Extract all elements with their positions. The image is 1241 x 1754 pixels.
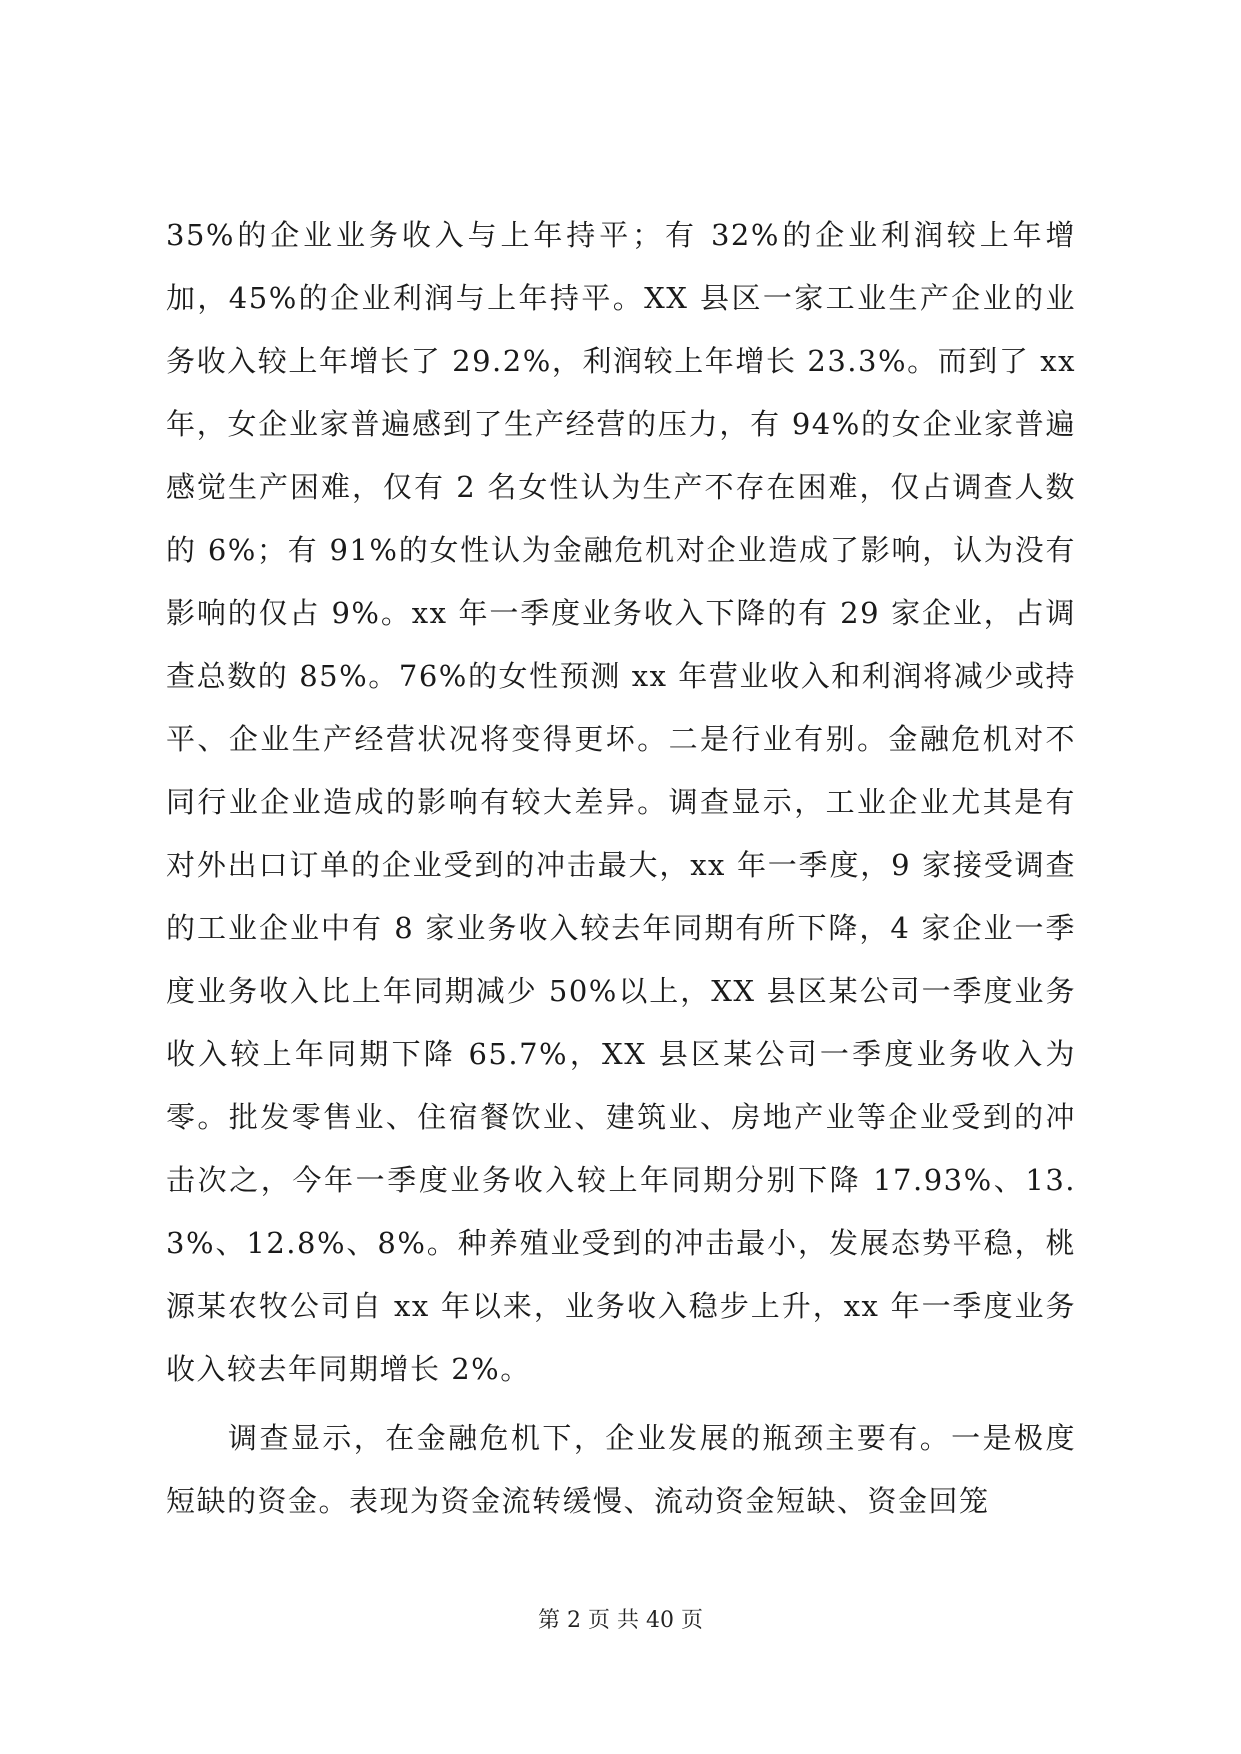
document-body: [166, 204, 1076, 1533]
page-number-footer: 第 2 页 共 40 页: [538, 1608, 703, 1633]
paragraph-2: 调查显示，在金融危机下，企业发展的瓶颈主要有。一是极度短缺的资金。表现为资金流转缓慢、流动资金短缺、资金回笼: [166, 1421, 1076, 1518]
paragraph-1: 35%的企业业务收入与上年持平；有 32%的企业利润较上年增加，45%的企业利润与上年持平。XX 县区一家工业生产企业的业务收入较上年增长了 29.2%，利润较上年增长 23.3%。而到了 xx 年，女企业家普遍感到了生产经营的压力，有 94%的女企业家普遍感觉生产困难，仅有 2 名女性认为生产不存在困难，仅占调查人数的 6%；有 91%的女性认为金融危机对企业造成了影响，认为没有影响的仅占 9%。xx 年一季度业务收入下降的有 29 家企业，占调查总数的 85%。76%的女性预测 xx 年营业收入和利润将减少或持平、企业生产经营状况将变得更坏。二是行业有别。金融危机对不同行业企业造成的影响有较大差异。调查显示，工业企业尤其是有对外出口订单的企业受到的冲击最大，xx 年一季度，9 家接受调查的工业企业中有 8 家业务收入较去年同期有所下降，4 家企业一季度业务收入比上年同期减少 50%以上，XX 县区某公司一季度业务收入较上年同期下降 65.7%，XX 县区某公司一季度业务收入为零。批发零售业、住宿餐饮业、建筑业、房地产业等企业受到的冲击次之，今年一季度业务收入较上年同期分别下降 17.93%、13.3%、12.8%、8%。种养殖业受到的冲击最小，发展态势平稳，桃源某农牧公司自 xx 年以来，业务收入稳步上升，xx 年一季度业务收入较去年同期增长 2%。: [166, 218, 1076, 1386]
